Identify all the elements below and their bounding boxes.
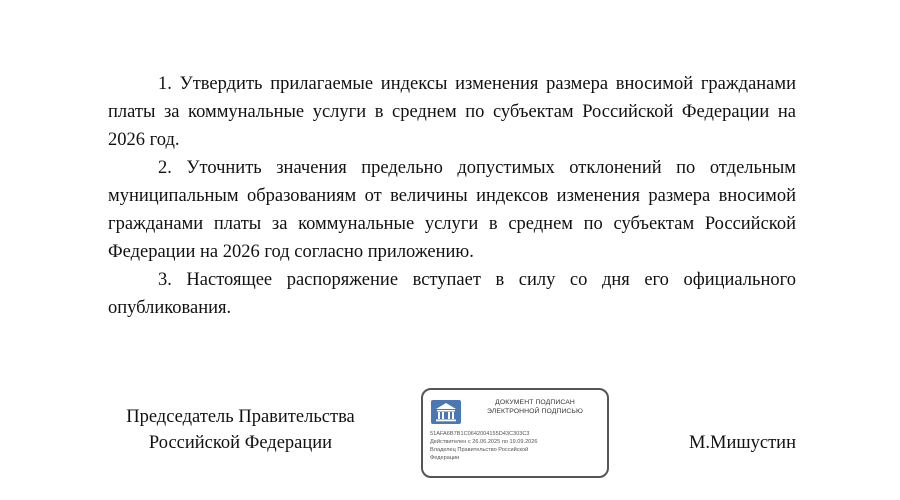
stamp-validity: Действителен с 26.06.2025 по 19.09.2026 xyxy=(430,439,538,445)
signer-title-line-1: Председатель Правительства xyxy=(126,407,355,427)
decree-body xyxy=(108,70,796,322)
stamp-details xyxy=(430,430,606,462)
signer-name: М.Мишустин xyxy=(688,433,796,453)
signature-block xyxy=(108,399,796,484)
stamp-heading xyxy=(467,398,603,416)
government-building-icon xyxy=(431,400,461,424)
electronic-signature-stamp xyxy=(421,388,609,478)
decree-paragraph-2: 2. Уточнить значения предельно допустимых отклонений по отдельным муниципальным образованиям от величины индексов изменения размера вносимой гражданами платы за коммунальные услуги в среднем по субъектам Российской Федерации на 2026 год согласно приложению. xyxy=(108,158,796,262)
decree-paragraph-3: 3. Настоящее распоряжение вступает в силу со дня его официального опубликования. xyxy=(108,270,796,318)
stamp-owner-line-1: Владелец Правительство Российской xyxy=(430,447,529,453)
stamp-heading-line-2: ЭЛЕКТРОННОЙ ПОДПИСЬЮ xyxy=(487,408,583,415)
signer-title-line-2: Российской Федерации xyxy=(148,433,333,453)
stamp-owner-line-2: Федерации xyxy=(430,455,460,461)
signer-title xyxy=(108,404,373,456)
stamp-heading-line-1: ДОКУМЕНТ ПОДПИСАН xyxy=(495,399,575,406)
stamp-certificate-number: 51AFA6B7B1C0642004155D43C303C3 xyxy=(430,431,530,437)
decree-paragraph-1: 1. Утвердить прилагаемые индексы изменения размера вносимой гражданами платы за коммунальные услуги в среднем по субъектам Российской Федерации на 2026 год. xyxy=(108,74,796,150)
